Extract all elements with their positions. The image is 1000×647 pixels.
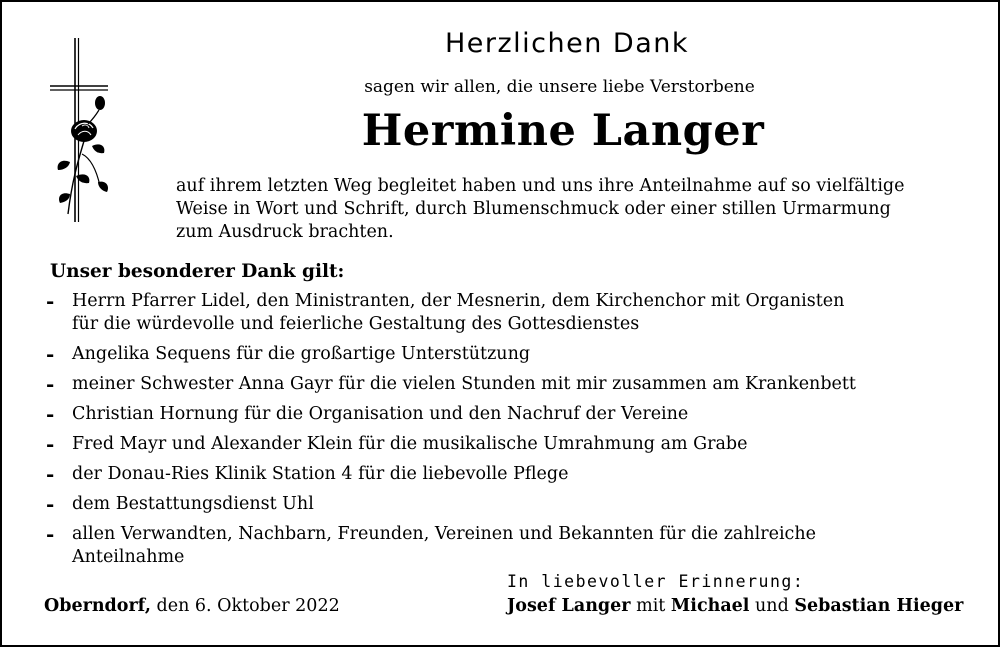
thanks-list bbox=[44, 290, 974, 576]
place: Oberndorf, bbox=[44, 596, 151, 616]
headline: Herzlichen Dank bbox=[444, 28, 690, 59]
signer: Michael bbox=[670, 596, 750, 616]
list-item-line: Herrn Pfarrer Lidel, den Ministranten, der Mesnerin, dem Kirchenchor mit Organisten bbox=[72, 291, 845, 311]
dash-bullet: - bbox=[46, 432, 55, 456]
intro-line: zum Ausdruck brachten. bbox=[176, 222, 394, 242]
subline: sagen wir allen, die unsere liebe Verstorbene bbox=[364, 77, 755, 97]
signer: Josef Langer bbox=[507, 596, 631, 616]
dash-bullet: - bbox=[46, 342, 55, 366]
intro-line: auf ihrem letzten Weg begleitet haben und uns ihre Anteilnahme auf so vielfältige bbox=[176, 176, 905, 196]
list-item-line: dem Bestattungsdienst Uhl bbox=[72, 494, 314, 514]
list-item bbox=[44, 290, 974, 336]
memory-line: In liebevoller Erinnerung: bbox=[507, 572, 805, 591]
list-item bbox=[44, 373, 974, 396]
dash-bullet: - bbox=[46, 462, 55, 486]
list-item-line: meiner Schwester Anna Gayr für die vielen Stunden mit mir zusammen am Krankenbett bbox=[72, 374, 856, 394]
list-item-line: Anteilnahme bbox=[72, 547, 185, 567]
list-item bbox=[44, 343, 974, 366]
list-item-line: Christian Hornung für die Organisation und den Nachruf der Vereine bbox=[72, 404, 689, 424]
thanks-heading: Unser besonderer Dank gilt: bbox=[50, 261, 345, 282]
list-item bbox=[44, 433, 974, 456]
deceased-name: Hermine Langer bbox=[361, 106, 765, 156]
signer: Sebastian Hieger bbox=[794, 596, 964, 616]
signers bbox=[507, 596, 963, 616]
list-item bbox=[44, 463, 974, 486]
list-item-line: der Donau-Ries Klinik Station 4 für die liebevolle Pflege bbox=[72, 464, 569, 484]
list-item-line: für die würdevolle und feierliche Gestaltung des Gottesdienstes bbox=[72, 314, 640, 334]
dash-bullet: - bbox=[46, 492, 55, 516]
place-date bbox=[44, 596, 340, 616]
intro-line: Weise in Wort und Schrift, durch Blumenschmuck oder einer stillen Urmarmung bbox=[176, 199, 891, 219]
list-item bbox=[44, 403, 974, 426]
list-item bbox=[44, 523, 974, 569]
dash-bullet: - bbox=[46, 372, 55, 396]
signer-joiner: und bbox=[755, 596, 789, 616]
list-item-line: Fred Mayr und Alexander Klein für die musikalische Umrahmung am Grabe bbox=[72, 434, 748, 454]
list-item bbox=[44, 493, 974, 516]
list-item-line: allen Verwandten, Nachbarn, Freunden, Vereinen und Bekannten für die zahlreiche bbox=[72, 524, 816, 544]
date: den 6. Oktober 2022 bbox=[156, 596, 340, 616]
dash-bullet: - bbox=[46, 402, 55, 426]
signer-joiner: mit bbox=[636, 596, 666, 616]
intro-paragraph bbox=[176, 175, 976, 244]
list-item-line: Angelika Sequens für die großartige Unterstützung bbox=[72, 344, 531, 364]
dash-bullet: - bbox=[46, 289, 55, 313]
dash-bullet: - bbox=[46, 522, 55, 546]
